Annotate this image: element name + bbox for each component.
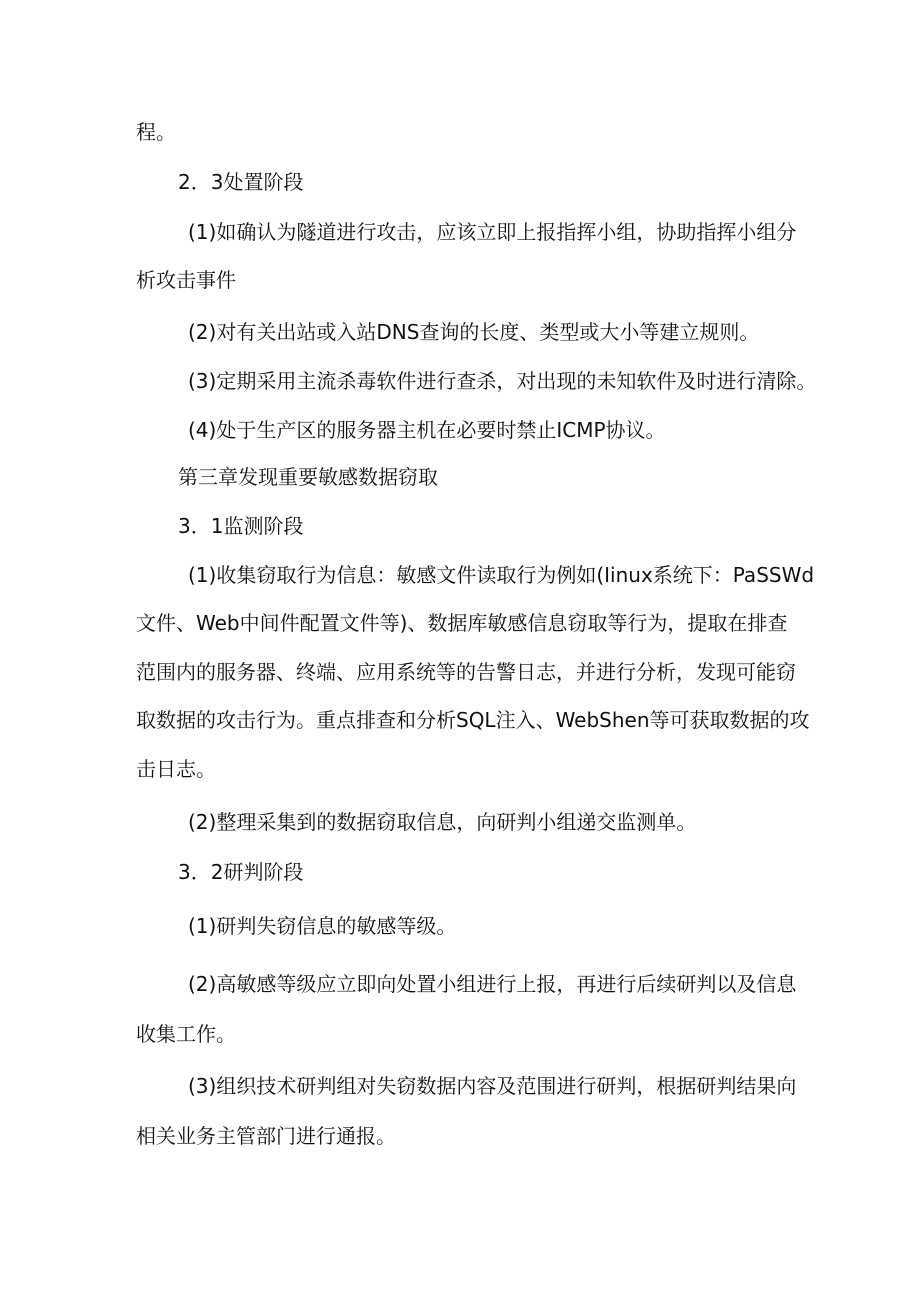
- paragraph-line: 收集工作。: [136, 1022, 236, 1046]
- paragraph-line: 析攻击事件: [136, 268, 236, 292]
- section-heading-3-1: 3．1监测阶段: [178, 514, 304, 538]
- paragraph-line: 相关业务主管部门进行通报。: [136, 1124, 396, 1148]
- paragraph-line: (2)高敏感等级应立即向处置小组进行上报，再进行后续研判以及信息: [188, 972, 797, 996]
- paragraph-line: 文件、Web中间件配置文件等)、数据库敏感信息窃取等行为，提取在排查: [136, 611, 788, 635]
- paragraph-line: (3)组织技术研判组对失窃数据内容及范围进行研判，根据研判结果向: [188, 1074, 797, 1098]
- paragraph-line: (4)处于生产区的服务器主机在必要时禁止ICMP协议。: [188, 418, 666, 442]
- paragraph-line: (3)定期采用主流杀毒软件进行查杀，对出现的未知软件及时进行清除。: [188, 369, 817, 393]
- paragraph-line: (1)如确认为隧道进行攻击，应该立即上报指挥小组，协助指挥小组分: [188, 220, 797, 244]
- section-heading-3-2: 3．2研判阶段: [178, 860, 304, 884]
- paragraph-line: 击日志。: [136, 757, 216, 781]
- paragraph-line: (1)研判失窃信息的敏感等级。: [188, 914, 457, 938]
- paragraph-line: 范围内的服务器、终端、应用系统等的告警日志，并进行分析，发现可能窃: [136, 660, 796, 684]
- paragraph-line: 取数据的攻击行为。重点排查和分析SQL注入、WebShen等可获取数据的攻: [136, 708, 810, 732]
- section-heading-2-3: 2．3处置阶段: [178, 170, 304, 194]
- paragraph-line: (1)收集窃取行为信息：敏感文件读取行为例如(Iinux系统下：PaSSWd: [188, 563, 815, 587]
- paragraph-line: (2)对有关出站或入站DNS查询的长度、类型或大小等建立规则。: [188, 320, 760, 344]
- paragraph-line: (2)整理采集到的数据窃取信息，向研判小组递交监测单。: [188, 810, 697, 834]
- chapter-heading: 第三章发现重要敏感数据窃取: [178, 465, 438, 489]
- text-line-continuation: 程。: [136, 120, 176, 144]
